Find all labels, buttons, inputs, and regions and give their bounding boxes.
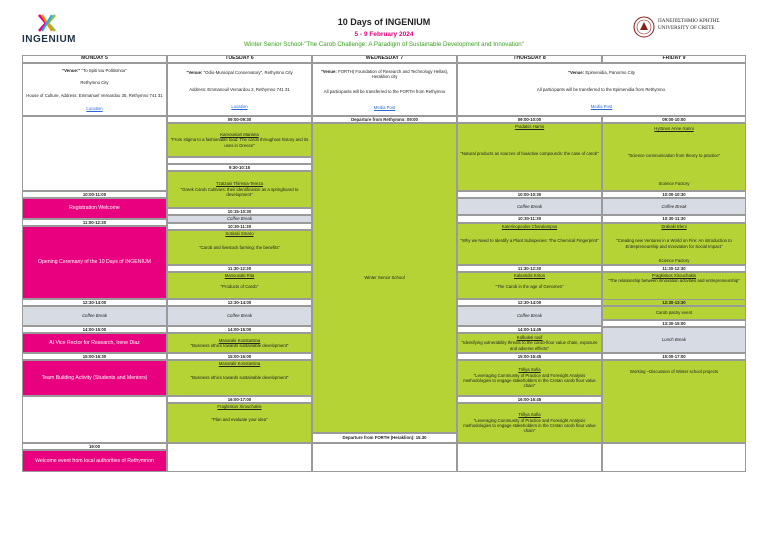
speaker-name: Trillya Sofia bbox=[518, 412, 541, 418]
session bbox=[167, 360, 312, 396]
university-name-greek: ΠΑΝΕΠΙΣΤΗΜΙΟ ΚΡΗΤΗΣ bbox=[658, 18, 720, 24]
speaker-name: Katerinopoulos Charalampos bbox=[501, 224, 558, 229]
session-title: "Greek Carob Cultivars: their identification as a springboard to development" bbox=[180, 186, 299, 198]
session bbox=[457, 123, 602, 191]
ingenium-logo-text: INGENIUM bbox=[22, 34, 76, 45]
time-slot: 14:00-14:45 bbox=[457, 326, 602, 333]
session-title: "Plan and evaluate your idea" bbox=[211, 417, 268, 423]
location-link[interactable]: Location bbox=[231, 103, 248, 109]
time-slot: 10:00-10:30 bbox=[457, 191, 602, 198]
carob-pastry-event: Carob pastry event bbox=[602, 306, 746, 320]
coffee-break: Coffee Break bbox=[22, 306, 167, 326]
speaker-name: Sotiraki Smaro bbox=[225, 231, 254, 236]
session bbox=[167, 230, 312, 265]
session bbox=[457, 272, 602, 299]
session-place: Science Factory bbox=[658, 180, 690, 186]
session-title: "Creating new Ventures in a World on Fire: An introduction to Entrepreneurship and Innovation for Social Impact" bbox=[616, 238, 732, 249]
speaker-name: Pradakis Harris bbox=[514, 124, 545, 129]
session bbox=[167, 403, 312, 443]
session-title: "Natural products as sources of bioactive compounds: the case of carob" bbox=[460, 151, 599, 157]
venue-label: "Venue: bbox=[320, 68, 337, 74]
time-slot: 10:30-11:30 bbox=[457, 215, 602, 223]
session-title: "Science communication from theory to practice" bbox=[627, 153, 721, 159]
time-slot: 13:30-15:00 bbox=[602, 320, 746, 327]
session-title: "Leveraging Community of Practice and Foresight Analysis methodologies to engage stakeholders in the Cretan carob flour value chain" bbox=[463, 372, 596, 389]
empty-cell bbox=[22, 116, 167, 191]
time-slot: 16:00-16:45 bbox=[457, 396, 602, 403]
day-header-thursday: THURSDAY 8 bbox=[457, 55, 602, 63]
time-slot: 10:00-11:00 bbox=[22, 191, 167, 198]
coffee-break: Coffee Break bbox=[167, 215, 312, 223]
coffee-break: Coffee Break bbox=[602, 198, 746, 215]
page-title: 10 Days of INGENIUM bbox=[337, 17, 431, 27]
session-title: "Leveraging Community of Practice and Foresight Analysis methodologies to engage stakeholders in the Cretan carob flour value chain" bbox=[463, 417, 596, 434]
registration-welcome: Registration Welcome bbox=[22, 198, 167, 219]
speaker-name: Hytönen Anne-Xanni bbox=[654, 126, 694, 131]
time-slot: 10:30-11:30 bbox=[167, 223, 312, 230]
departure-time: Departure from Rethymno: 09:00 bbox=[312, 116, 457, 123]
time-slot: 10:15-10:30 bbox=[167, 208, 312, 215]
empty-cell bbox=[167, 443, 312, 472]
winter-senior-school: Winter Senior School bbox=[312, 123, 457, 433]
speaker-name: Tzatzani Thiresia-Tereza bbox=[216, 181, 263, 187]
venue-name: FORTH( Foundation of Research and Technology Hellas), Heraklion city bbox=[338, 68, 449, 80]
media-post-link[interactable]: Media Post bbox=[590, 103, 613, 109]
speaker-name: Drakaki Eleni bbox=[661, 224, 687, 229]
speaker-name: Manaraki Konstantina bbox=[218, 337, 261, 343]
day-header-tuesday: TUESDAY 6 bbox=[167, 55, 312, 63]
venue-name: "To Spiti tou Politismou" bbox=[81, 67, 127, 73]
session bbox=[602, 223, 746, 265]
session-title: "Identifying vulnerability threats to the carob-flour value chain, exposure and adverse effects" bbox=[461, 340, 598, 351]
session bbox=[167, 123, 312, 157]
coffee-break: Coffee Break bbox=[457, 198, 602, 215]
time-slot: 10:00-10:30 bbox=[602, 191, 746, 198]
day-header-friday: FRIDAY 9 bbox=[602, 55, 746, 63]
venue-note: All participants will be transferred to the FORTH from Rethymno bbox=[323, 89, 446, 95]
time-slot: 19:00 bbox=[22, 443, 167, 450]
venue-name: "Odio-Municipal Conservatory", Rethymno City bbox=[203, 69, 293, 75]
empty-cell bbox=[312, 443, 457, 472]
venue-city: Rethymno City bbox=[80, 80, 109, 86]
speaker-name: Kalantidis Kriton bbox=[513, 273, 546, 278]
team-building-activity: Team Building Activity (Students and Mentors) bbox=[22, 360, 167, 396]
session-place: Science Factory bbox=[658, 257, 690, 263]
session-title: "From stigma to a fashionable food: The carob throughout history and its uses in Greece" bbox=[170, 137, 309, 148]
location-link[interactable]: Location bbox=[86, 105, 103, 111]
spacer-cell bbox=[167, 157, 312, 164]
venue-name: Epimenidia, Panormo City bbox=[585, 69, 636, 75]
session bbox=[457, 360, 602, 396]
venue-label: "Venue: bbox=[567, 69, 585, 75]
venue-wednesday bbox=[312, 63, 457, 116]
event-dates: 5 - 9 February 2024 bbox=[354, 31, 414, 38]
empty-cell bbox=[22, 396, 167, 443]
time-slot: 10:30-11:30 bbox=[602, 215, 746, 223]
time-slot: 09:00-10:00 bbox=[602, 116, 746, 123]
time-slot: 15:00-16:30 bbox=[22, 353, 167, 360]
venue-address: House of Culture, Address: Emmanuel Vernardou 35, Rethymno 741 31 bbox=[26, 93, 163, 99]
venue-label: "Venue:" bbox=[62, 67, 81, 73]
opening-ceremony: Opening Ceremany of the 10 Days of INGENIUM bbox=[22, 226, 167, 299]
session bbox=[167, 272, 312, 299]
venue-tuesday bbox=[167, 63, 312, 116]
session-title: "Business ethics towards sustainable development" bbox=[190, 343, 289, 348]
venue-thursday-friday bbox=[457, 63, 746, 116]
empty-cell bbox=[457, 443, 602, 472]
time-slot: 15:00-16:00 bbox=[167, 353, 312, 360]
time-slot: 9:30-10:15 bbox=[167, 164, 312, 171]
university-name-english: UNIVERSITY OF CRETE bbox=[658, 24, 715, 31]
time-slot: 12:30-14:00 bbox=[167, 299, 312, 306]
speaker-name: Manousaki Rita bbox=[224, 273, 255, 278]
session bbox=[167, 171, 312, 208]
media-post-link[interactable]: Media Post bbox=[373, 104, 396, 110]
return-time: Departure from FORTH (Heraklion): 15.30 bbox=[312, 433, 457, 443]
session bbox=[457, 403, 602, 443]
session-title: "The Carob in the age of Genomes" bbox=[495, 284, 564, 290]
speaker-name: Manaraki Konstantina bbox=[218, 361, 261, 366]
event-subtitle: Winter Senior School-"The Carob Challenge: A Paradigm of Sustainable Development and Innovation" bbox=[244, 41, 524, 48]
time-slot: 14:00-15:00 bbox=[22, 326, 167, 333]
session bbox=[457, 333, 602, 353]
session-title: "Why we Need to Identify a Plant Subspecies: The Chemical Fingerprint" bbox=[460, 238, 599, 244]
time-slot: 09:00-09:30 bbox=[167, 116, 312, 123]
welcome-event: Welcome event from local authorities of Rethymnon bbox=[22, 450, 167, 472]
speaker-name: Trillya Sofia bbox=[518, 367, 541, 373]
schedule-table bbox=[22, 55, 746, 529]
time-slot: 12:30-14:00 bbox=[22, 299, 167, 306]
venue-note: All participants will be transferred to the Epimenidia from Rethymno. bbox=[536, 86, 667, 92]
time-slot: 11:30-12:30 bbox=[167, 265, 312, 272]
session-title: "Business ethics towards sustainable development" bbox=[190, 375, 289, 381]
vice-rector-session: AI Vice Rector for Research, Irene Diaz bbox=[22, 333, 167, 353]
session bbox=[602, 123, 746, 191]
coffee-break: Coffee Break bbox=[167, 306, 312, 326]
session-title: "Carob and livestock farming: the benefits" bbox=[199, 245, 280, 251]
day-header-wednesday: WEDNESDAY 7 bbox=[312, 55, 457, 63]
time-slot: 12:30-13:30 bbox=[602, 299, 746, 306]
empty-cell bbox=[602, 443, 746, 472]
day-header-monday: MONDAY 5 bbox=[22, 55, 167, 63]
workshop-session: Working –Discussion of Winter school projects bbox=[602, 360, 746, 443]
speaker-name: Karvouniari Mariana bbox=[220, 131, 259, 137]
speaker-name: Fragkiskos Xirouchakis bbox=[651, 273, 697, 278]
speaker-name: Kafkaleti Iosif bbox=[516, 334, 543, 340]
time-slot: 16:00-17:00 bbox=[167, 396, 312, 403]
session bbox=[167, 333, 312, 353]
time-slot: 11:30-12:30 bbox=[457, 265, 602, 272]
time-slot: 15:00-17:00 bbox=[602, 353, 746, 360]
time-slot: 12:30-14:00 bbox=[457, 299, 602, 306]
venue-monday bbox=[22, 63, 167, 116]
session-title: "The relationship between innovation activities and entrepreneurship" bbox=[608, 278, 740, 284]
venue-label: "Venue: bbox=[186, 69, 203, 75]
time-slot: 11:30-12:30 bbox=[602, 265, 746, 272]
time-slot: 09:00-10:00 bbox=[457, 116, 602, 123]
time-slot: 15:00-15:45 bbox=[457, 353, 602, 360]
session bbox=[457, 223, 602, 265]
lunch-break: Lunch Break bbox=[602, 327, 746, 353]
time-slot: 14:00-15:00 bbox=[167, 326, 312, 333]
session-title: "Products of Carob" bbox=[220, 284, 259, 290]
coffee-break: Coffee Break bbox=[457, 306, 602, 326]
time-slot: 11:00-12:30 bbox=[22, 219, 167, 226]
speaker-name: Fragkiskos Xirouchakis bbox=[217, 404, 262, 409]
venue-address: Address: Emmanouil Vernardou 2, Rethymno 741 31 bbox=[189, 86, 290, 92]
